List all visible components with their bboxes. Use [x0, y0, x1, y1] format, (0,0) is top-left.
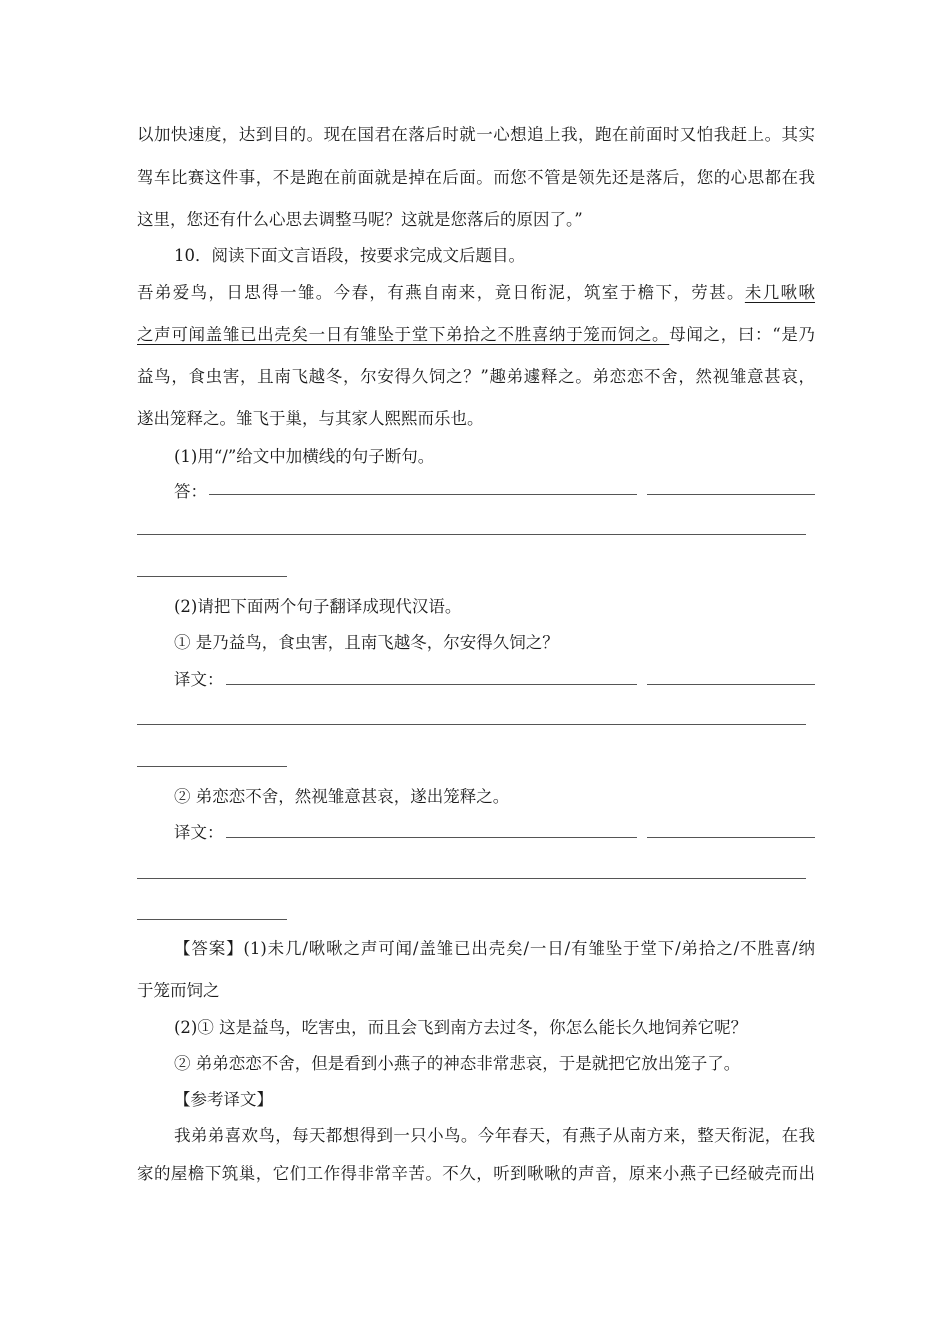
sub-question-item: ② 弟恋恋不舍，然视雏意甚哀，遂出笼释之。 — [174, 787, 510, 806]
question-heading: 10．阅读下面文言语段，按要求完成文后题目。 — [174, 246, 525, 265]
answer-blank-line[interactable] — [137, 576, 287, 577]
translate-blank-line[interactable] — [137, 724, 806, 725]
answer-line: (2)① 这是益鸟，吃害虫，而且会飞到南方去过冬，你怎么能长久地饲养它呢？ — [174, 1018, 748, 1037]
underlined-sentence: 之声可闻盖雏已出壳矣一日有雏坠于堂下弟拾之不胜喜纳于笼而饲之。 — [137, 325, 670, 344]
passage-line — [137, 282, 815, 304]
answer-blank-line[interactable] — [647, 494, 815, 495]
reference-heading: 【参考译文】 — [174, 1090, 273, 1109]
answer-heading: 【答案】 — [174, 939, 244, 958]
answer-line: ② 弟弟恋恋不舍，但是看到小燕子的神态非常悲哀，于是就把它放出笼子了。 — [174, 1054, 741, 1073]
answer-text: (1)未几/啾啾之声可闻/盖雏已出壳矣/一日/有雏坠于堂下/弟拾之/不胜喜/纳 — [243, 939, 815, 958]
reference-line: 我弟弟喜欢鸟，每天都想得到一只小鸟。今年春天，有燕子从南方来，整天衔泥，在我 — [174, 1126, 815, 1145]
paragraph-line: 这里，您还有什么心思去调整马呢？这就是您落后的原因了。” — [137, 210, 583, 229]
translate-blank-line[interactable] — [647, 837, 815, 838]
translate-label: 译文： — [174, 823, 224, 842]
answer-line — [174, 938, 815, 960]
passage-line: 遂出笼释之。雏飞于巢，与其家人熙熙而乐也。 — [137, 409, 484, 428]
passage-line: 益鸟，食虫害，且南飞越冬，尔安得久饲之？”趣弟遽释之。弟恋恋不舍，然视雏意甚哀， — [137, 367, 815, 386]
paragraph-line: 以加快速度，达到目的。现在国君在落后时就一心想追上我，跑在前面时又怕我赶上。其实 — [137, 125, 815, 144]
sub-question-1: (1)用“/”给文中加横线的句子断句。 — [174, 447, 435, 466]
answer-blank-line[interactable] — [137, 534, 806, 535]
translate-blank-line[interactable] — [137, 878, 806, 879]
sub-question-item: ① 是乃益鸟，食虫害，且南飞越冬，尔安得久饲之？ — [174, 633, 559, 652]
translate-blank-line[interactable] — [137, 766, 287, 767]
translate-blank-line[interactable] — [137, 919, 287, 920]
answer-label: 答： — [174, 482, 207, 501]
passage-text: 母闻之，曰：“是乃 — [669, 325, 816, 344]
sub-question-2: (2)请把下面两个句子翻译成现代汉语。 — [174, 597, 462, 616]
reference-line: 家的屋檐下筑巢，它们工作得非常辛苦。不久，听到啾啾的声音，原来小燕子已经破壳而出 — [137, 1164, 815, 1183]
passage-line — [137, 324, 815, 346]
underlined-sentence: 未几啾啾 — [744, 283, 816, 302]
translate-blank-line[interactable] — [647, 684, 815, 685]
paragraph-line: 驾车比赛这件事，不是跑在前面就是掉在后面。而您不管是领先还是落后，您的心思都在我 — [137, 168, 815, 187]
answer-line: 于笼而饲之 — [137, 981, 220, 1000]
translate-blank-line[interactable] — [226, 684, 637, 685]
passage-text: 吾弟爱鸟，日思得一雏。今春，有燕自南来，竟日衔泥，筑室于檐下，劳甚。 — [137, 283, 745, 302]
translate-label: 译文： — [174, 670, 224, 689]
answer-blank-line[interactable] — [209, 494, 637, 495]
translate-blank-line[interactable] — [226, 837, 637, 838]
